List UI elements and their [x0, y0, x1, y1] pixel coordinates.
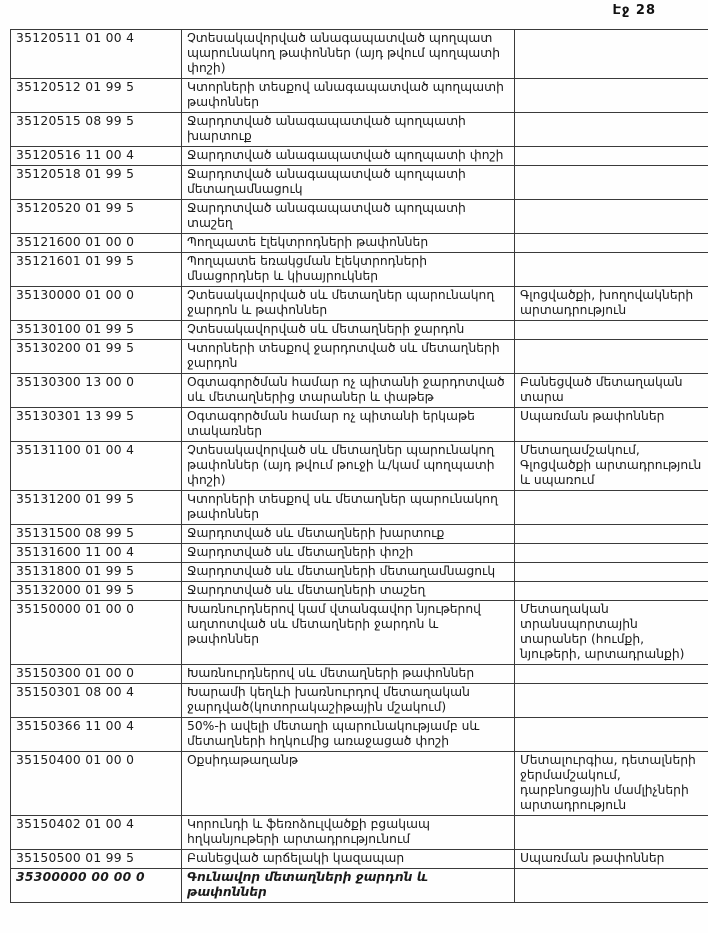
waste-note: [515, 321, 708, 340]
waste-description: Չտեսակավորված սև մետաղներ պարունակող թափոններ (այդ թվում թուջի և/կամ պողպատի փոշի): [182, 442, 515, 491]
waste-code: 35131500 08 99 5: [11, 525, 182, 544]
waste-note: [515, 253, 708, 287]
waste-code: 35131600 11 00 4: [11, 544, 182, 563]
waste-note: [515, 582, 708, 601]
table-row: [11, 442, 708, 491]
waste-note: Գլոցվածքի, խողովակների արտադրություն: [515, 287, 708, 321]
waste-note: [515, 340, 708, 374]
waste-code: 35150402 01 00 4: [11, 816, 182, 850]
waste-description: Օգտագործման համար ոչ պիտանի երկաթե տակառներ: [182, 408, 515, 442]
table-row: [11, 287, 708, 321]
table-row: [11, 525, 708, 544]
waste-code: 35300000 00 00 0: [11, 869, 182, 903]
waste-note: [515, 200, 708, 234]
table-row: [11, 601, 708, 665]
waste-code: 35121601 01 99 5: [11, 253, 182, 287]
waste-description: Գունավոր մետաղների ջարդոն և թափոններ: [182, 869, 515, 903]
waste-note: Մետաղական տրանսպորտային տարաներ (հումքի, նյութերի, արտադրանքի): [515, 601, 708, 665]
waste-description: Ջարդոտված սև մետաղների տաշեղ: [182, 582, 515, 601]
waste-description: Ջարդոտված սև մետաղների խարտուք: [182, 525, 515, 544]
waste-note: [515, 665, 708, 684]
waste-code: 35120520 01 99 5: [11, 200, 182, 234]
table-row: [11, 321, 708, 340]
waste-note: [515, 79, 708, 113]
table-row: [11, 582, 708, 601]
waste-description: Ջարդոտված անագապատված պողպատի խարտուք: [182, 113, 515, 147]
waste-code: 35120515 08 99 5: [11, 113, 182, 147]
waste-note: [515, 147, 708, 166]
table-row: [11, 30, 708, 79]
waste-note: Սպառման թափոններ: [515, 408, 708, 442]
page-number: Էջ 28: [612, 3, 656, 18]
waste-code: 35130300 13 00 0: [11, 374, 182, 408]
waste-description: Օգտագործման համար ոչ պիտանի ջարդոտված սև մետաղներից տարաներ և փաթեթ: [182, 374, 515, 408]
waste-note: [515, 166, 708, 200]
waste-code: 35120511 01 00 4: [11, 30, 182, 79]
table-row: [11, 200, 708, 234]
waste-description: Ջարդոտված անագապատված պողպատի տաշեղ: [182, 200, 515, 234]
waste-code: 35150366 11 00 4: [11, 718, 182, 752]
waste-code: 35150000 01 00 0: [11, 601, 182, 665]
waste-note: Մետալուրգիա, դետալների ջերմամշակում, դարբնոցային մամլիչների արտադրություն: [515, 752, 708, 816]
waste-description: Օքսիդաթաղանթ: [182, 752, 515, 816]
table-row: [11, 253, 708, 287]
table-row: [11, 718, 708, 752]
waste-code: 35130100 01 99 5: [11, 321, 182, 340]
waste-note: Սպառման թափոններ: [515, 850, 708, 869]
waste-note: [515, 544, 708, 563]
waste-note: Բանեցված մետաղական տարա: [515, 374, 708, 408]
table-row: [11, 665, 708, 684]
table-row: [11, 816, 708, 850]
waste-code: 35130000 01 00 0: [11, 287, 182, 321]
table-row: [11, 147, 708, 166]
waste-code: 35120516 11 00 4: [11, 147, 182, 166]
waste-description: Խարամի կեղևի խառնուրդով մետաղական ջարդված(կոտորակաշիթային մշակում): [182, 684, 515, 718]
waste-note: [515, 234, 708, 253]
waste-code: 35150300 01 00 0: [11, 665, 182, 684]
waste-description: Կտորների տեսքով անագապատված պողպատի թափոններ: [182, 79, 515, 113]
waste-note: [515, 491, 708, 525]
table-row: [11, 752, 708, 816]
table-row: [11, 113, 708, 147]
waste-description: Խառնուրդներով կամ վտանգավոր նյութերով աղտոտված սև մետաղների ջարդոն և թափոններ: [182, 601, 515, 665]
waste-description: Խառնուրդներով սև մետաղների թափոններ: [182, 665, 515, 684]
waste-description: Ջարդոտված անագապատված պողպատի փոշի: [182, 147, 515, 166]
table-row: [11, 374, 708, 408]
waste-description: Բանեցված արճելակի կազապար: [182, 850, 515, 869]
waste-description: Կտորների տեսքով ջարդոտված սև մետաղների ջարդոն: [182, 340, 515, 374]
waste-description: Ջարդոտված սև մետաղների փոշի: [182, 544, 515, 563]
waste-code: 35131800 01 99 5: [11, 563, 182, 582]
waste-description: Չտեսակավորված սև մետաղներ պարունակող ջարդոն և թափոններ: [182, 287, 515, 321]
table-row-total: [11, 869, 708, 903]
table-row: [11, 491, 708, 525]
waste-note: [515, 113, 708, 147]
waste-code: 35130301 13 99 5: [11, 408, 182, 442]
table-row: [11, 563, 708, 582]
waste-code: 35150400 01 00 0: [11, 752, 182, 816]
waste-note: [515, 30, 708, 79]
table-row: [11, 234, 708, 253]
waste-description: Պողպատե էլեկտրոդների թափոններ: [182, 234, 515, 253]
waste-note: Մետաղամշակում, Գլոցվածքի արտադրություն և սպառում: [515, 442, 708, 491]
waste-description: Չտեսակավորված սև մետաղների ջարդոն: [182, 321, 515, 340]
table-row: [11, 166, 708, 200]
waste-code: 35131100 01 00 4: [11, 442, 182, 491]
waste-note: [515, 684, 708, 718]
waste-description: Ջարդոտված սև մետաղների մետաղամնացուկ: [182, 563, 515, 582]
waste-note: [515, 563, 708, 582]
waste-code: 35150301 08 00 4: [11, 684, 182, 718]
waste-description: Կորունդի և ֆեռոձուլվածքի բցակապ հղկանյութերի արտադրությունում: [182, 816, 515, 850]
table-row: [11, 850, 708, 869]
table-row: [11, 684, 708, 718]
waste-classification-table: [10, 29, 708, 903]
waste-description: Ջարդոտված անագապատված պողպատի մետաղամնացուկ: [182, 166, 515, 200]
table-row: [11, 79, 708, 113]
waste-description: Չտեսակավորված անագապատված պողպատ պարունակող թափոններ (այդ թվում պողպատի փոշի): [182, 30, 515, 79]
waste-code: 35121600 01 00 0: [11, 234, 182, 253]
waste-code: 35120512 01 99 5: [11, 79, 182, 113]
waste-description: Կտորների տեսքով սև մետաղներ պարունակող թափոններ: [182, 491, 515, 525]
waste-note: [515, 869, 708, 903]
waste-code: 35130200 01 99 5: [11, 340, 182, 374]
waste-code: 35132000 01 99 5: [11, 582, 182, 601]
waste-code: 35150500 01 99 5: [11, 850, 182, 869]
table-row: [11, 544, 708, 563]
waste-code: 35120518 01 99 5: [11, 166, 182, 200]
waste-code: 35131200 01 99 5: [11, 491, 182, 525]
table-row: [11, 408, 708, 442]
table-row: [11, 340, 708, 374]
waste-note: [515, 718, 708, 752]
waste-note: [515, 525, 708, 544]
waste-description: Պողպատե եռակցման էլեկտրոդների մնացորդներ և կիսայրուկներ: [182, 253, 515, 287]
waste-note: [515, 816, 708, 850]
waste-description: 50%-ի ավելի մետաղի պարունակությամբ սև մետաղների հղկումից առաջացած փոշի: [182, 718, 515, 752]
